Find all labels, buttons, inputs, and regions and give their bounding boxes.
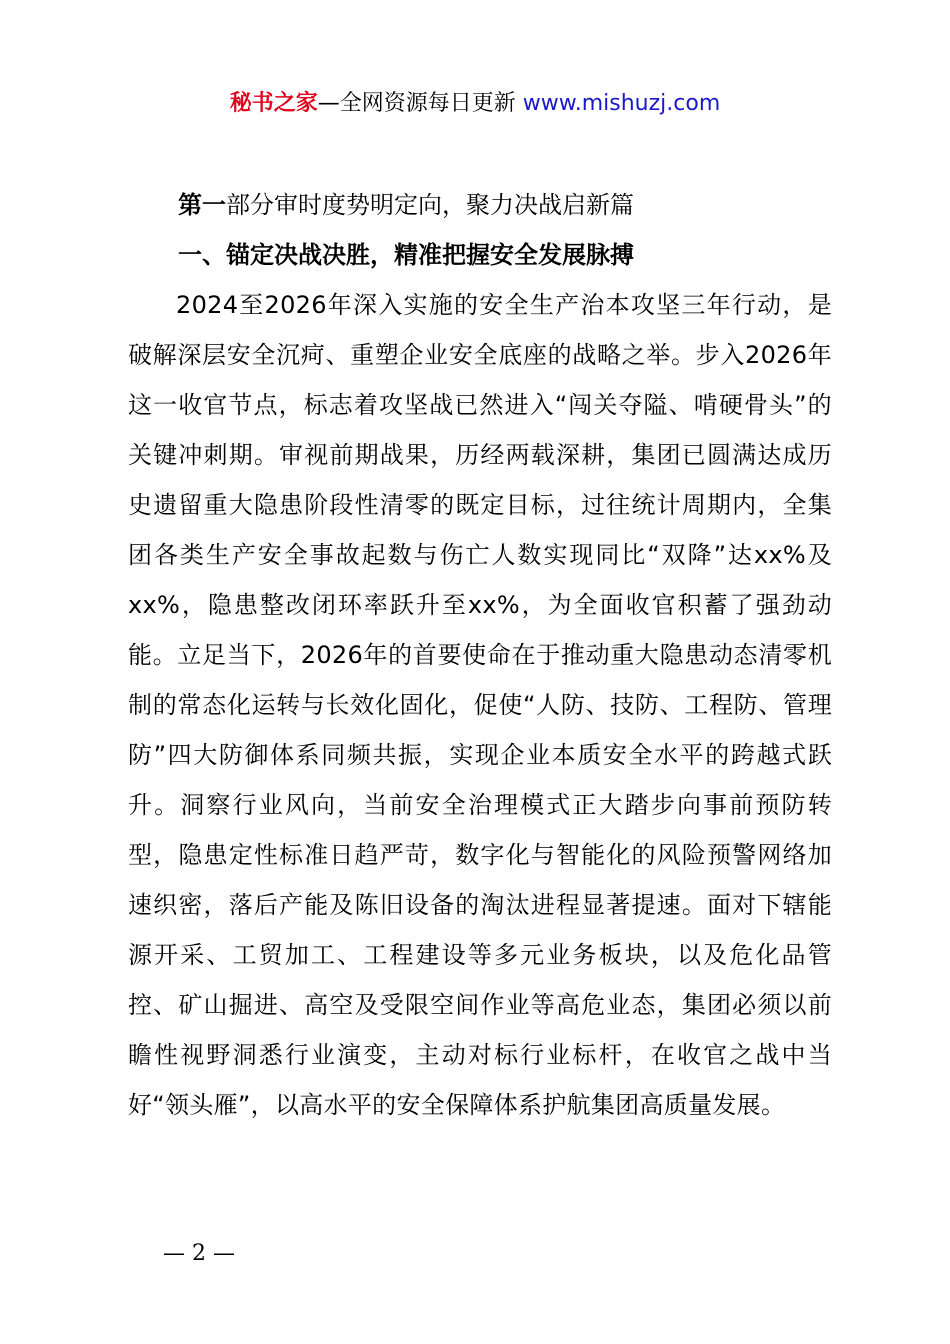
page-header	[0, 88, 950, 120]
part-heading	[128, 180, 832, 230]
website-url-link[interactable]: www.mishuzj.com	[522, 91, 721, 116]
body-paragraph: 2024至2026年深入实施的安全生产治本攻坚三年行动，是破解深层安全沉疴、重塑企业安全底座的战略之举。步入2026年这一收官节点，标志着攻坚战已然进入“闯关夺隘、啃硬骨头”的关键冲刺期。审视前期战果，历经两载深耕，集团已圆满达成历史遗留重大隐患阶段性清零的既定目标，过往统计周期内，全集团各类生产安全事故起数与伤亡人数实现同比“双降”达xx%及xx%，隐患整改闭环率跃升至xx%，为全面收官积蓄了强劲动能。立足当下，2026年的首要使命在于推动重大隐患动态清零机制的常态化运转与长效化固化，促使“人防、技防、工程防、管理防”四大防御体系同频共振，实现企业本质安全水平的跨越式跃升。洞察行业风向，当前安全治理模式正大踏步向事前预防转型，隐患定性标准日趋严苛，数字化与智能化的风险预警网络加速织密，落后产能及陈旧设备的淘汰进程显著提速。面对下辖能源开采、工贸加工、工程建设等多元业务板块，以及危化品管控、矿山掘进、高空及受限空间作业等高危业态，集团必须以前瞻性视野洞悉行业演变，主动对标行业标杆，在收官之战中当好“领头雁”，以高水平的安全保障体系护航集团高质量发展。	[128, 291, 832, 1119]
part-heading-title: 部分审时度势明定向，聚力决战启新篇	[226, 191, 634, 219]
part-heading-number: 第一	[178, 191, 226, 219]
brand-name: 秘书之家	[229, 91, 318, 116]
header-tagline: —全网资源每日更新	[317, 91, 523, 116]
section-subheading: 一、锚定决战决胜，精准把握安全发展脉搏	[178, 241, 634, 269]
document-body	[128, 180, 832, 1130]
page-number: — 2 —	[163, 1241, 235, 1266]
